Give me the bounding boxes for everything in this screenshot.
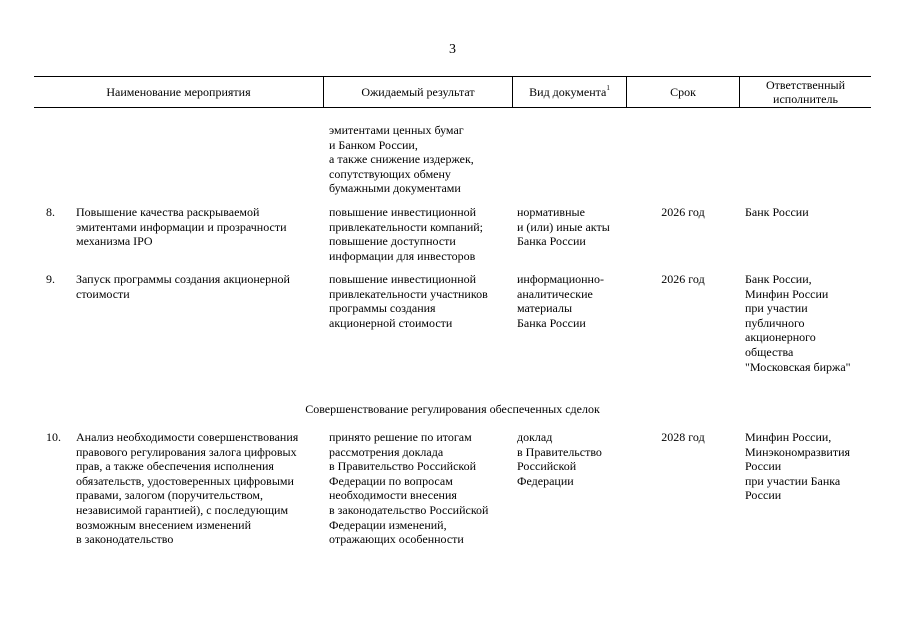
row-responsible: Банк России <box>745 205 809 219</box>
row-result: принято решение по итогам рассмотрения доклада в Правительство Российской Федерации по вопросам необходимости внесения в законодательство Российской Федерации изменений, отражающих особенности <box>329 430 489 547</box>
row-term: 2026 год <box>661 272 705 286</box>
row-doc: информационно- аналитические материалы Банка России <box>517 272 604 330</box>
header-doc: Вид документа$^1$ <box>529 84 610 99</box>
footnote-marker: 1 <box>606 84 610 92</box>
page-number: 3 <box>449 42 456 57</box>
row-doc: нормативные и (или) иные акты Банка России <box>517 205 610 249</box>
header-resp: Ответственный исполнитель <box>765 78 846 106</box>
row-result: повышение инвестиционной привлекательности компаний; повышение доступности информации для инвесторов <box>329 205 484 263</box>
row-number: 8. <box>46 205 55 219</box>
row-term: 2026 год <box>661 205 705 219</box>
row-result: повышение инвестиционной привлекательности участников программы создания акционерной стоимости <box>329 272 488 330</box>
row-name: Анализ необходимости совершенствования правового регулирования залога цифровых прав, а также обеспечения исполнения обязательств, удостоверенных цифровыми правами, залогом (поручительством, независимой гарантией), с последующим возможным внесением изменений в законодательство <box>76 430 299 547</box>
header-result: Ожидаемый результат <box>361 85 475 99</box>
header-name: Наименование мероприятия <box>106 85 251 99</box>
row-responsible: Банк России, Минфин России при участии публичного акционерного общества "Московская биржа" <box>745 272 851 374</box>
header-bottom-rule <box>34 107 871 108</box>
continuation-result: эмитентами ценных бумаг и Банком России, а также снижение издержек, сопутствующих обмену бумажными документами <box>329 123 474 196</box>
header-term: Срок <box>670 85 696 99</box>
row-number: 9. <box>46 272 55 286</box>
row-number: 10. <box>46 430 61 444</box>
row-responsible: Минфин России, Минэкономразвития России при участии Банка России <box>745 430 851 503</box>
row-name: Запуск программы создания акционерной стоимости <box>76 272 290 301</box>
row-name: Повышение качества раскрываемой эмитентами информации и прозрачности механизма IPO <box>76 205 287 249</box>
row-term: 2028 год <box>661 430 705 444</box>
section-title: Совершенствование регулирования обеспеченных сделок <box>305 402 600 416</box>
row-doc: доклад в Правительство Российской Федерации <box>517 430 602 488</box>
